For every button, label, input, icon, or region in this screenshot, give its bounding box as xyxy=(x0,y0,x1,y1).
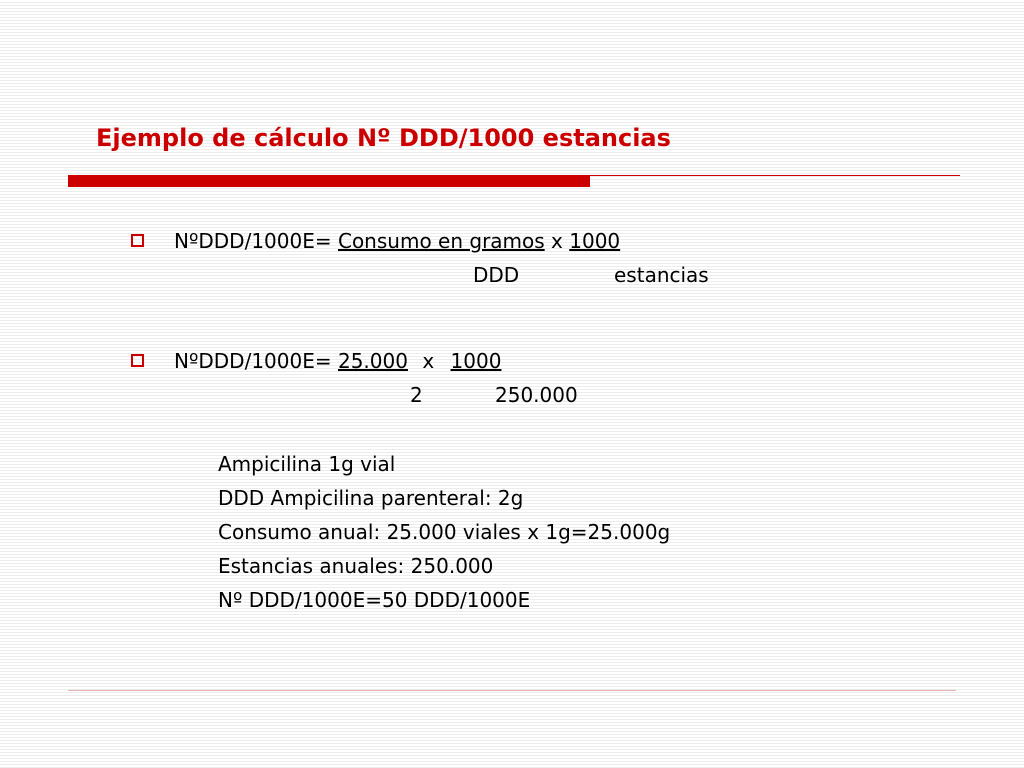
formula-2-line xyxy=(174,349,501,373)
formula-2-denominator-right: 250.000 xyxy=(495,383,578,407)
formula-1-label: NºDDD/1000E= xyxy=(174,229,332,253)
formula-1-line xyxy=(174,229,620,253)
formula-1-numerator: Consumo en gramos xyxy=(337,229,545,253)
formula-2-operator: x xyxy=(422,349,435,373)
slide-title: Ejemplo de cálculo Nº DDD/1000 estancias xyxy=(96,124,671,152)
formula-2-factor: 1000 xyxy=(450,349,502,373)
square-bullet-icon xyxy=(131,234,144,247)
detail-line: Estancias anuales: 250.000 xyxy=(218,554,494,578)
formula-1-denominator-right: estancias xyxy=(614,263,709,287)
title-rule xyxy=(590,175,960,176)
square-bullet-icon xyxy=(131,354,144,367)
formula-2-label: NºDDD/1000E= xyxy=(174,349,332,373)
detail-line: Nº DDD/1000E=50 DDD/1000E xyxy=(218,588,531,612)
formula-2-numerator: 25.000 xyxy=(337,349,408,373)
formula-1-factor: 1000 xyxy=(569,229,621,253)
detail-line: Ampicilina 1g vial xyxy=(218,452,396,476)
detail-line: DDD Ampicilina parenteral: 2g xyxy=(218,486,524,510)
formula-1-operator: x xyxy=(551,229,563,253)
formula-2-denominator-left: 2 xyxy=(410,383,423,407)
detail-line: Consumo anual: 25.000 viales x 1g=25.000g xyxy=(218,520,671,544)
bottom-rule xyxy=(68,690,956,691)
title-accent-bar xyxy=(68,175,590,187)
formula-1-denominator-left: DDD xyxy=(473,263,520,287)
